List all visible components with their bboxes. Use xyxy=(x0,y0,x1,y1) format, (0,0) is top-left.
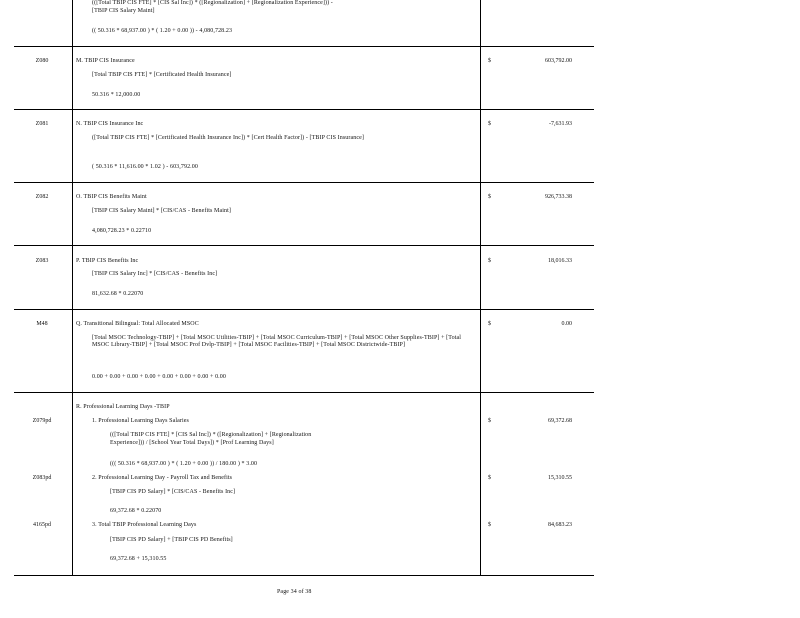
line-code: Z079pd xyxy=(32,418,52,424)
calculation-text: 50.316 * 12,000.00 xyxy=(92,92,141,98)
amount: 603,792.00 xyxy=(545,58,572,64)
calculation-text: ( 50.316 * 11,616.00 * 1.02 ) - 603,792.00 xyxy=(92,164,198,170)
dollar-sign: $ xyxy=(488,522,491,528)
dollar-sign: $ xyxy=(488,194,491,200)
section-title: R. Professional Learning Days -TBIP xyxy=(76,404,170,410)
line-code: Z082 xyxy=(35,194,49,200)
item-title: 1. Professional Learning Days Salaries xyxy=(92,418,189,424)
formula-text: Experience])) / [School Year Total Days]) * [Prof Learning Days] xyxy=(110,440,274,446)
line-code: 4165pd xyxy=(33,522,51,528)
item-title: N. TBIP CIS Insurance Inc xyxy=(76,121,144,127)
item-title: Q. Transitional Bilingual: Total Allocated MSOC xyxy=(76,321,199,327)
formula-text: [TBIP CIS Salary Maint] xyxy=(92,8,155,14)
dollar-sign: $ xyxy=(488,258,491,264)
row-divider xyxy=(14,392,594,393)
dollar-sign: $ xyxy=(488,58,491,64)
line-code: Z083pd xyxy=(32,475,52,481)
formula-text: [Total TBIP CIS FTE] * [Certificated Health Insurance] xyxy=(92,72,232,78)
item-title: P. TBIP CIS Benefits Inc xyxy=(76,258,139,264)
calculation-text: 69,372.68 + 15,310.55 xyxy=(110,556,167,562)
item-title: M. TBIP CIS Insurance xyxy=(76,58,135,64)
amount: 69,372.68 xyxy=(548,418,572,424)
formula-text: [TBIP CIS PD Salary] + [TBIP CIS PD Benefits] xyxy=(110,537,233,543)
amount: -7,631.93 xyxy=(549,121,572,127)
amount: 84,683.23 xyxy=(548,522,572,528)
row-divider xyxy=(14,309,594,310)
line-code: Z081 xyxy=(35,121,49,127)
formula-text: [TBIP CIS PD Salary] * [CIS/CAS - Benefits Inc] xyxy=(110,489,236,495)
amount: 18,016.33 xyxy=(548,258,572,264)
formula-text: (([Total TBIP CIS FTE] * [CIS Sal Inc]) * ([Regionalization] + [Regionalization xyxy=(110,432,312,438)
dollar-sign: $ xyxy=(488,418,491,424)
item-title: O. TBIP CIS Benefits Maint xyxy=(76,194,147,200)
dollar-sign: $ xyxy=(488,321,491,327)
calculation-text: 81,632.68 * 0.22070 xyxy=(92,291,144,297)
amount: 15,310.55 xyxy=(548,475,572,481)
item-title: 2. Professional Learning Day - Payroll Tax and Benefits xyxy=(92,475,233,481)
calculation-text: ((( 50.316 * 68,937.00 ) * ( 1.20 + 0.00 )) / 180.00 ) * 3.00 xyxy=(110,461,258,467)
item-title: 3. Total TBIP Professional Learning Days xyxy=(92,522,197,528)
formula-text: [TBIP CIS Salary Maint] * [CIS/CAS - Benefits Maint] xyxy=(92,208,231,214)
dollar-sign: $ xyxy=(488,121,491,127)
row-divider xyxy=(14,182,594,183)
line-code: Z080 xyxy=(35,58,49,64)
page-number: Page 34 of 38 xyxy=(277,589,312,595)
calculation-text: 4,080,728.23 * 0.22710 xyxy=(92,228,152,234)
line-code: M48 xyxy=(36,321,48,327)
calculation-text: (( 50.316 * 68,937.00 ) * ( 1.20 + 0.00 )) - 4,080,728.23 xyxy=(92,28,233,34)
dollar-sign: $ xyxy=(488,475,491,481)
col-divider-right xyxy=(480,0,481,576)
formula-text: [Total MSOC Technology-TBIP] + [Total MSOC Utilities-TBIP] + [Total MSOC Curriculum-TBIP] + [Total MSOC Other Supplies-TBIP] + [Total MSOC Library-TBIP] + [Total MSOC Prof Dvlp-TBIP] + [Total MSOC Facilities-TBIP] + [Total MSOC Districtwide-TBIP] xyxy=(92,335,462,348)
calculation-text: 0.00 + 0.00 + 0.00 + 0.00 + 0.00 + 0.00 + 0.00 + 0.00 xyxy=(92,374,226,380)
formula-text: [TBIP CIS Salary Inc] * [CIS/CAS - Benefits Inc] xyxy=(92,271,218,277)
line-code: Z083 xyxy=(35,258,49,264)
row-divider xyxy=(14,245,594,246)
amount: 926,733.38 xyxy=(545,194,572,200)
amount: 0.00 xyxy=(561,321,572,327)
row-divider xyxy=(14,46,594,47)
col-divider-left xyxy=(72,0,73,576)
row-divider xyxy=(14,109,594,110)
row-divider xyxy=(14,575,594,576)
formula-text: ([Total TBIP CIS FTE] * [Certificated Health Insurance Inc]) * [Cert Health Factor]) - [TBIP CIS Insurance] xyxy=(92,135,364,141)
formula-text: (([Total TBIP CIS FTE] * [CIS Sal Inc]) * ([Regionalization] + [Regionalization Experience])) - xyxy=(92,0,333,6)
calculation-text: 69,372.68 * 0.22070 xyxy=(110,508,162,514)
